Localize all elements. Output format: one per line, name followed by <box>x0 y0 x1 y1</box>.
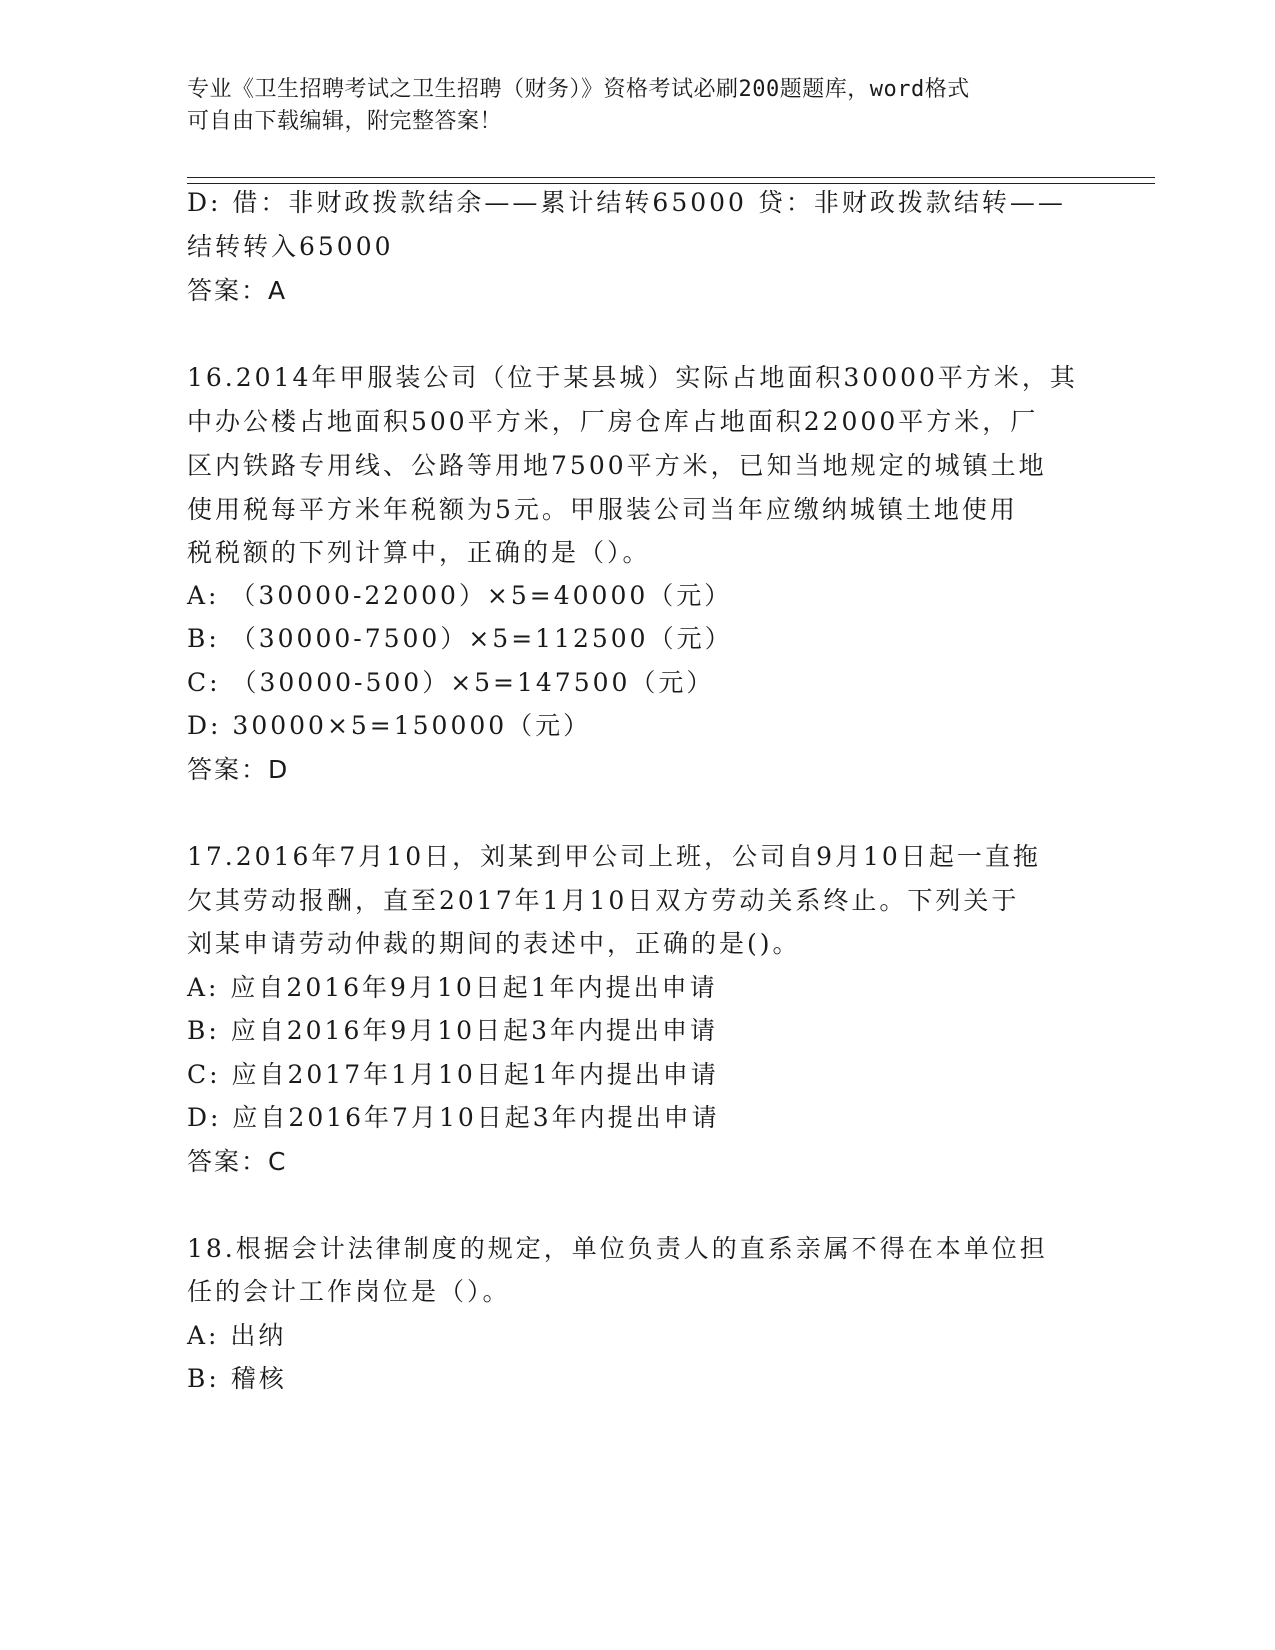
q15-option-d-line-2: 结转转入65000 <box>187 232 394 261</box>
header-line-2: 可自由下载编辑，附完整答案！ <box>187 109 503 134</box>
q17-stem-line-2: 欠其劳动报酬，直至2017年1月10日双方劳动关系终止。下列关于 <box>187 886 1020 915</box>
q16-stem-line-1: 16.2014年甲服装公司（位于某县城）实际占地面积30000平方米，其 <box>187 363 1078 392</box>
q17-option-d: D: 应自2016年7月10日起3年内提出申请 <box>187 1103 720 1132</box>
q16-option-c: C: （30000-500）×5=147500（元） <box>187 668 715 697</box>
q16-option-d: D: 30000×5=150000（元） <box>187 711 592 740</box>
q17-stem-line-3: 刘某申请劳动仲裁的期间的表述中，正确的是()。 <box>187 929 801 958</box>
document-header <box>187 74 1087 138</box>
q17-answer: 答案：C <box>187 1147 288 1176</box>
q16-answer: 答案：D <box>187 755 290 784</box>
q16-option-a: A: （30000-22000）×5=40000（元） <box>187 581 733 610</box>
q17-option-b: B: 应自2016年9月10日起3年内提出申请 <box>187 1016 718 1045</box>
header-divider-bottom <box>187 183 1155 184</box>
q18-option-b: B: 稽核 <box>187 1364 287 1393</box>
header-line-1: 专业《卫生招聘考试之卫生招聘（财务）》资格考试必刷200题题库，word格式 <box>187 77 970 102</box>
q17-option-a: A: 应自2016年9月10日起1年内提出申请 <box>187 973 718 1002</box>
q18-option-a: A: 出纳 <box>187 1321 287 1350</box>
q16-stem-line-3: 区内铁路专用线、公路等用地7500平方米，已知当地规定的城镇土地 <box>187 451 1047 480</box>
q15-answer: 答案：A <box>187 276 288 305</box>
q16-stem-line-4: 使用税每平方米年税额为5元。甲服装公司当年应缴纳城镇土地使用 <box>187 495 1018 524</box>
q17-stem-line-1: 17.2016年7月10日，刘某到甲公司上班，公司自9月10日起一直拖 <box>187 842 1041 871</box>
q17-option-c: C: 应自2017年1月10日起1年内提出申请 <box>187 1060 719 1089</box>
q16-option-b: B: （30000-7500）×5=112500（元） <box>187 624 733 653</box>
q18-stem-line-2: 任的会计工作岗位是（）。 <box>187 1277 511 1306</box>
q18-stem-line-1: 18.根据会计法律制度的规定，单位负责人的直系亲属不得在本单位担 <box>187 1234 1048 1263</box>
q16-stem-line-2: 中办公楼占地面积500平方米，厂房仓库占地面积22000平方米，厂 <box>187 407 1039 436</box>
header-divider-top <box>187 177 1155 178</box>
q16-stem-line-5: 税税额的下列计算中，正确的是（）。 <box>187 538 651 567</box>
q15-option-d-line-1: D: 借：非财政拨款结余——累计结转65000 贷：非财政拨款结转—— <box>187 188 1066 217</box>
